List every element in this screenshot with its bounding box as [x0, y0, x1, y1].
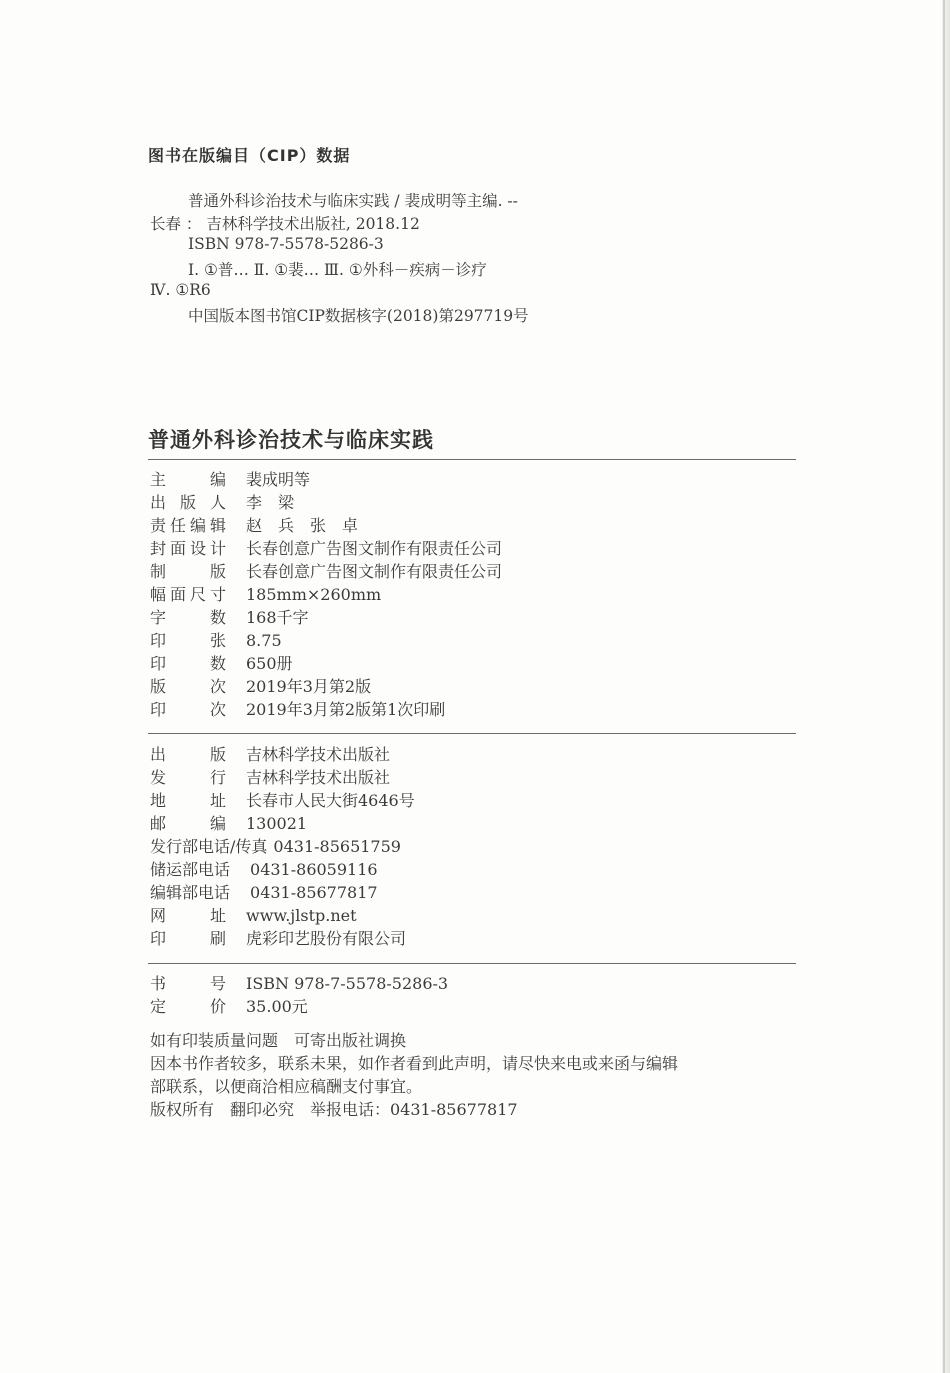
- publisher-value: 长春市人民大街4646号: [246, 791, 415, 810]
- publisher-row: [150, 744, 390, 766]
- note-line: 如有印装质量问题 可寄出版社调换: [150, 1031, 407, 1050]
- credit-row: [150, 653, 293, 675]
- cip-line: Ⅰ. ①普… Ⅱ. ①裴… Ⅲ. ①外科－疾病－诊疗: [188, 261, 487, 279]
- cip-line: Ⅳ. ①R6: [150, 281, 211, 299]
- credit-value: 长春创意广告图文制作有限责任公司: [246, 562, 503, 581]
- credit-value: 长春创意广告图文制作有限责任公司: [246, 539, 503, 558]
- credit-value: 裴成明等: [246, 470, 311, 489]
- publisher-label: 储运部电话: [150, 860, 231, 879]
- publisher-row: [150, 790, 415, 812]
- credit-label: 制版: [150, 562, 226, 581]
- credit-value: 2019年3月第2版: [246, 677, 372, 696]
- credit-label: 版次: [150, 677, 226, 696]
- credit-label: 字数: [150, 608, 226, 627]
- cip-line: ISBN 978-7-5578-5286-3: [188, 235, 384, 253]
- credit-label: 主编: [150, 470, 226, 489]
- note-line: 版权所有 翻印必究 举报电话：0431-85677817: [150, 1100, 518, 1119]
- page-edge-line: [943, 0, 945, 1373]
- credit-row: [150, 492, 294, 514]
- publisher-value: 虎彩印艺股份有限公司: [246, 929, 407, 948]
- credit-label: 出版人: [150, 493, 226, 512]
- credit-value: 168千字: [246, 608, 309, 627]
- credit-row: [150, 676, 371, 698]
- isbn-label: 书号: [150, 974, 226, 993]
- price-label: 定价: [150, 997, 226, 1016]
- publisher-row: [150, 928, 406, 950]
- publisher-row: [150, 836, 401, 858]
- note-line: 因本书作者较多，联系未果，如作者看到此声明，请尽快来电或来函与编辑: [150, 1054, 679, 1073]
- cip-line: 中国版本图书馆CIP数据核字(2018)第297719号: [188, 307, 529, 325]
- credit-row: [150, 515, 358, 537]
- credit-row: [150, 469, 310, 491]
- divider: [148, 733, 796, 734]
- credit-label: 封面设计: [150, 539, 226, 558]
- credit-value: 185mm×260mm: [246, 585, 382, 604]
- divider: [148, 963, 796, 964]
- publisher-value: 0431-85651759: [273, 837, 401, 856]
- credit-label: 印张: [150, 631, 226, 650]
- credit-value: 8.75: [246, 631, 282, 650]
- isbn-row: [150, 973, 448, 995]
- publisher-label: 发行: [150, 768, 226, 787]
- publisher-label: 发行部电话/传真: [150, 837, 268, 856]
- credit-value: 650册: [246, 654, 293, 673]
- publisher-row: [150, 882, 378, 904]
- credit-row: [150, 584, 381, 606]
- credit-label: 印次: [150, 700, 226, 719]
- publisher-row: [150, 767, 390, 789]
- note-line: 部联系，以便商洽相应稿酬支付事宜。: [150, 1077, 423, 1096]
- credit-value: 赵 兵 张 卓: [246, 516, 359, 535]
- cip-line: 长春 ： 吉林科学技术出版社, 2018.12: [150, 215, 420, 233]
- price-row: [150, 996, 308, 1018]
- publisher-label: 网址: [150, 906, 226, 925]
- credit-row: [150, 630, 282, 652]
- credit-row: [150, 699, 445, 721]
- publisher-label: 印刷: [150, 929, 226, 948]
- publisher-row: [150, 859, 378, 881]
- credit-label: 责任编辑: [150, 516, 226, 535]
- credit-value: 2019年3月第2版第1次印刷: [246, 700, 446, 719]
- publisher-value: 0431-85677817: [250, 883, 378, 902]
- credit-row: [150, 607, 309, 629]
- publisher-value: 吉林科学技术出版社: [246, 768, 391, 787]
- publisher-label: 邮编: [150, 814, 226, 833]
- publisher-value: 130021: [246, 814, 308, 833]
- publisher-row: [150, 813, 307, 835]
- publisher-row: [150, 905, 357, 927]
- publisher-value: 0431-86059116: [250, 860, 378, 879]
- cip-line: 普通外科诊治技术与临床实践 / 裴成明等主编. --: [188, 192, 518, 210]
- cip-title: 图书在版编目（CIP）数据: [148, 146, 351, 165]
- credit-row: [150, 538, 502, 560]
- publisher-label: 地址: [150, 791, 226, 810]
- price-value: 35.00元: [246, 997, 308, 1016]
- publisher-label: 出版: [150, 745, 226, 764]
- divider: [148, 459, 796, 460]
- credit-label: 幅面尺寸: [150, 585, 226, 604]
- credit-value: 李 梁: [246, 493, 295, 512]
- isbn-value: ISBN 978-7-5578-5286-3: [246, 974, 449, 993]
- publisher-label: 编辑部电话: [150, 883, 231, 902]
- publisher-value: 吉林科学技术出版社: [246, 745, 391, 764]
- book-title: 普通外科诊治技术与临床实践: [148, 428, 434, 452]
- publisher-value: www.jlstp.net: [246, 906, 357, 925]
- credit-label: 印数: [150, 654, 226, 673]
- credit-row: [150, 561, 502, 583]
